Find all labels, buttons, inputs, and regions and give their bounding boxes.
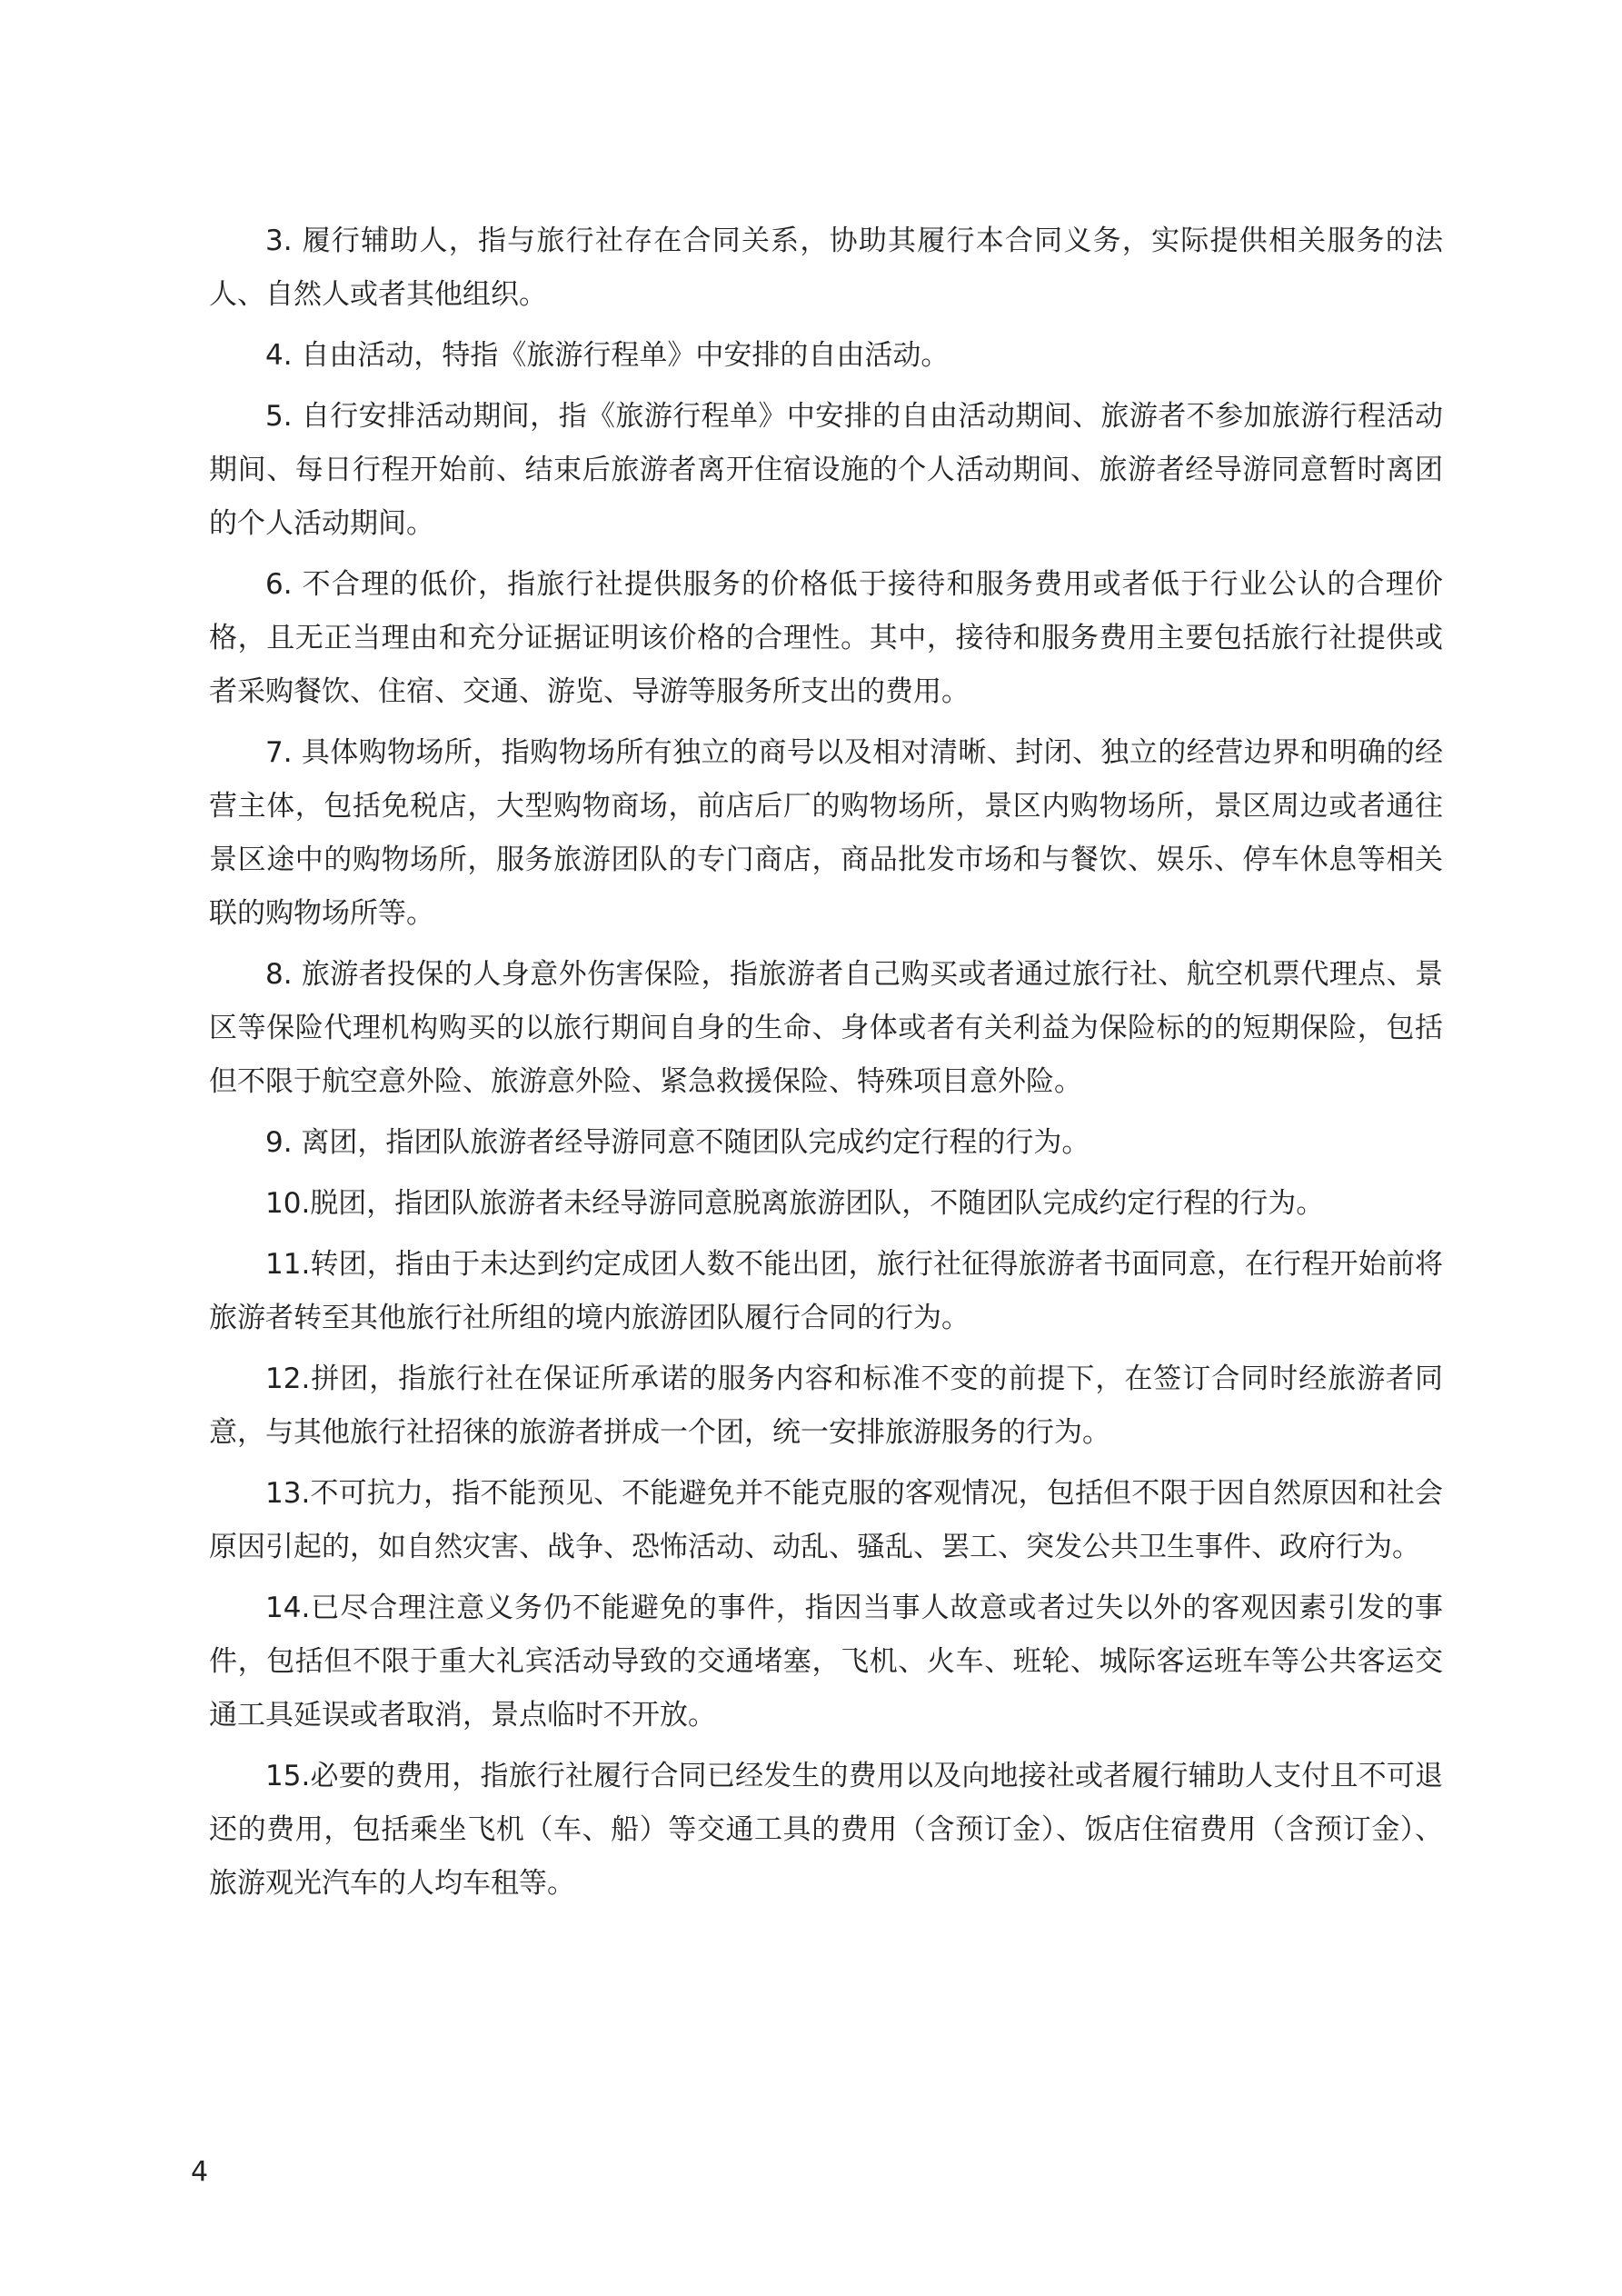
definition-paragraph-11: 11.转团，指由于未达到约定成团人数不能出团，旅行社征得旅游者书面同意，在行程开始前将旅游者转至其他旅行社所组的境内旅游团队履行合同的行为。 <box>209 1248 1443 1334</box>
definition-paragraph-9: 9. 离团，指团队旅游者经导游同意不随团队完成约定行程的行为。 <box>265 1126 1090 1159</box>
page-number: 4 <box>191 2156 209 2188</box>
definition-paragraph-8: 8. 旅游者投保的人身意外伤害保险，指旅游者自己购买或者通过旅行社、航空机票代理点、景区等保险代理机构购买的以旅行期间自身的生命、身体或者有关利益为保险标的的短期保险，包括但不限于航空意外险、旅游意外险、紧急救援保险、特殊项目意外险。 <box>209 958 1443 1098</box>
definition-paragraph-7: 7. 具体购物场所，指购物场所有独立的商号以及相对清晰、封闭、独立的经营边界和明确的经营主体，包括免税店，大型购物商场，前店后厂的购物场所，景区内购物场所，景区周边或者通往景区途中的购物场所，服务旅游团队的专门商店，商品批发市场和与餐饮、娱乐、停车休息等相关联的购物场所等。 <box>209 736 1443 930</box>
definition-paragraph-10: 10.脱团，指团队旅游者未经导游同意脱离旅游团队，不随团队完成约定行程的行为。 <box>265 1187 1325 1220</box>
definition-paragraph-5: 5. 自行安排活动期间，指《旅游行程单》中安排的自由活动期间、旅游者不参加旅游行程活动期间、每日行程开始前、结束后旅游者离开住宿设施的个人活动期间、旅游者经导游同意暂时离团的个人活动期间。 <box>209 400 1443 540</box>
body-text <box>209 215 1443 1918</box>
definition-paragraph-15: 15.必要的费用，指旅行社履行合同已经发生的费用以及向地接社或者履行辅助人支付且不可退还的费用，包括乘坐飞机（车、船）等交通工具的费用（含预订金）、饭店住宿费用（含预订金）、旅游观光汽车的人均车租等。 <box>209 1760 1443 1900</box>
definition-paragraph-6: 6. 不合理的低价，指旅行社提供服务的价格低于接待和服务费用或者低于行业公认的合理价格，且无正当理由和充分证据证明该价格的合理性。其中，接待和服务费用主要包括旅行社提供或者采购餐饮、住宿、交通、游览、导游等服务所支出的费用。 <box>209 568 1443 708</box>
definition-paragraph-14: 14.已尽合理注意义务仍不能避免的事件，指因当事人故意或者过失以外的客观因素引发的事件，包括但不限于重大礼宾活动导致的交通堵塞，飞机、火车、班轮、城际客运班车等公共客运交通工具延误或者取消，景点临时不开放。 <box>209 1592 1443 1732</box>
definition-paragraph-13: 13.不可抗力，指不能预见、不能避免并不能克服的客观情况，包括但不限于因自然原因和社会原因引起的，如自然灾害、战争、恐怖活动、动乱、骚乱、罢工、突发公共卫生事件、政府行为。 <box>209 1477 1443 1563</box>
definition-paragraph-4: 4. 自由活动，特指《旅游行程单》中安排的自由活动。 <box>265 339 950 372</box>
definition-paragraph-3: 3. 履行辅助人，指与旅行社存在合同关系，协助其履行本合同义务，实际提供相关服务的法人、自然人或者其他组织。 <box>209 225 1443 311</box>
definition-paragraph-12: 12.拼团，指旅行社在保证所承诺的服务内容和标准不变的前提下，在签订合同时经旅游者同意，与其他旅行社招徕的旅游者拼成一个团，统一安排旅游服务的行为。 <box>209 1363 1443 1449</box>
